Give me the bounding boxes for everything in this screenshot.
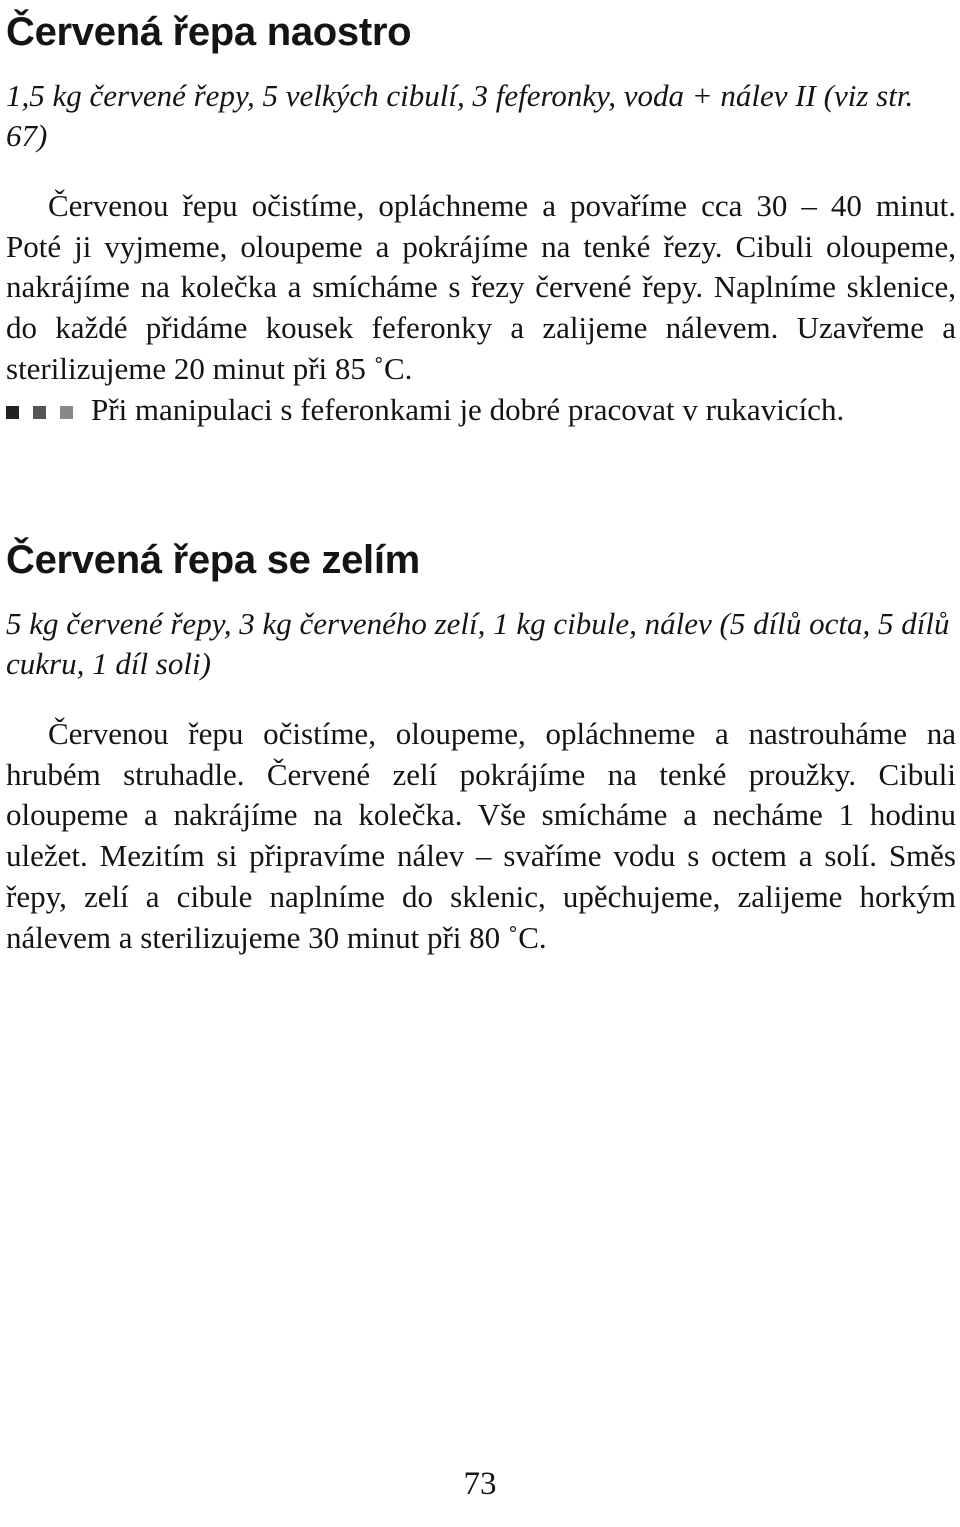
three-squares-icon — [6, 392, 87, 433]
recipe-cervena-repa-naostro — [6, 0, 956, 433]
page-number: 73 — [463, 1466, 497, 1502]
square-icon — [60, 406, 73, 419]
ingredients-list: 5 kg červené řepy, 3 kg červeného zelí, 1 kg cibule, nálev (5 dílů octa, 5 dílů cukru, 1 díl soli) — [6, 606, 950, 681]
recipe-procedure: Červenou řepu očistíme, oloupeme, opláchneme a nastrouháme na hrubém struhadle. Červené zelí pokrájíme na tenké proužky. Cibuli oloupeme a nakrájíme na kolečka. Vše smícháme a necháme 1 hodinu uležet. Mezitím si připravíme nálev – svaříme vodu s octem a solí. Směs řepy, zelí a cibule naplníme do sklenic, upěchujeme, zalijeme horkým nálevem a sterilizujeme 30 minut při 80 ˚C. — [6, 716, 956, 955]
square-icon — [6, 406, 19, 419]
recipe-title: Červená řepa naostro — [6, 10, 412, 54]
tip-text: Při manipulaci s feferonkami je dobré pracovat v rukavicích. — [91, 391, 845, 427]
ingredients-list: 1,5 kg červené řepy, 5 velkých cibulí, 3 feferonky, voda + nálev II (viz str. 67) — [6, 78, 914, 153]
recipe-cervena-repa-se-zelim — [6, 528, 956, 958]
square-icon — [33, 406, 46, 419]
recipe-tip — [6, 390, 956, 433]
recipe-procedure: Červenou řepu očistíme, opláchneme a povaříme cca 30 – 40 minut. Poté ji vyjmeme, oloupeme a pokrájíme na tenké řezy. Cibuli oloupeme, nakrájíme na kolečka a smícháme s řezy červené řepy. Naplníme sklenice, do každé přidáme kousek feferonky a zalijeme nálevem. Uzavřeme a sterilizujeme 20 minut při 85 ˚C. — [6, 188, 956, 386]
recipe-title: Červená řepa se zelím — [6, 538, 420, 582]
